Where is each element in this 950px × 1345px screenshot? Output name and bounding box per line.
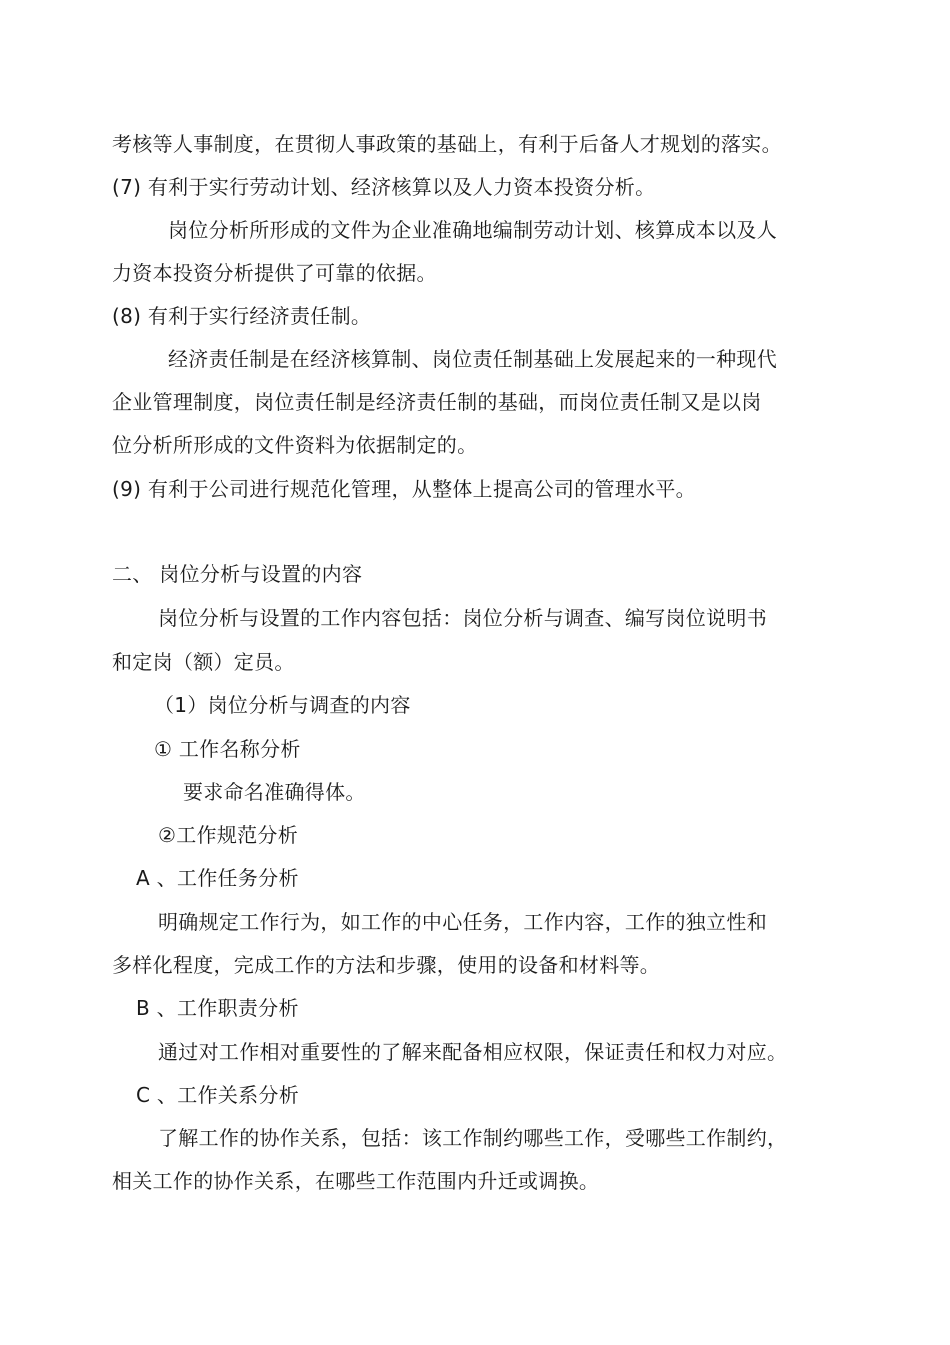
paragraph-line: 岗位分析与设置的工作内容包括：岗位分析与调查、编写岗位说明书 — [158, 606, 767, 630]
paragraph-line: 要求命名准确得体。 — [183, 780, 366, 804]
subitem-heading: ②工作规范分析 — [158, 823, 299, 847]
item-heading-b: B 、工作职责分析 — [136, 996, 299, 1020]
section-heading: 二、 岗位分析与设置的内容 — [112, 562, 363, 586]
paragraph-line: 和定岗（额）定员。 — [112, 650, 295, 674]
paragraph-line: 力资本投资分析提供了可靠的依据。 — [112, 261, 437, 285]
item-heading-a: A 、工作任务分析 — [136, 866, 299, 890]
item-heading-c: C 、工作关系分析 — [136, 1083, 300, 1107]
list-item-8: (8) 有利于实行经济责任制。 — [112, 304, 372, 328]
paragraph-line: 通过对工作相对重要性的了解来配备相应权限，保证责任和权力对应。 — [158, 1040, 788, 1064]
list-item-9: (9) 有利于公司进行规范化管理，从整体上提高公司的管理水平。 — [112, 477, 696, 501]
subsection-heading: （1）岗位分析与调查的内容 — [154, 693, 411, 717]
paragraph-line: 考核等人事制度，在贯彻人事政策的基础上，有利于后备人才规划的落实。 — [112, 132, 782, 156]
paragraph-line: 相关工作的协作关系，在哪些工作范围内升迁或调换。 — [112, 1169, 600, 1193]
paragraph-line: 经济责任制是在经济核算制、岗位责任制基础上发展起来的一种现代 — [168, 347, 777, 371]
paragraph-line: 岗位分析所形成的文件为企业准确地编制劳动计划、核算成本以及人 — [168, 218, 777, 242]
paragraph-line: 多样化程度，完成工作的方法和步骤，使用的设备和材料等。 — [112, 953, 661, 977]
paragraph-line: 位分析所形成的文件资料为依据制定的。 — [112, 433, 478, 457]
paragraph-line: 明确规定工作行为，如工作的中心任务，工作内容，工作的独立性和 — [158, 910, 767, 934]
subitem-heading: ① 工作名称分析 — [154, 737, 301, 761]
paragraph-line: 企业管理制度，岗位责任制是经济责任制的基础，而岗位责任制又是以岗 — [112, 390, 762, 414]
list-item-7: (7) 有利于实行劳动计划、经济核算以及人力资本投资分析。 — [112, 175, 656, 199]
paragraph-line: 了解工作的协作关系，包括：该工作制约哪些工作，受哪些工作制约， — [158, 1126, 788, 1150]
